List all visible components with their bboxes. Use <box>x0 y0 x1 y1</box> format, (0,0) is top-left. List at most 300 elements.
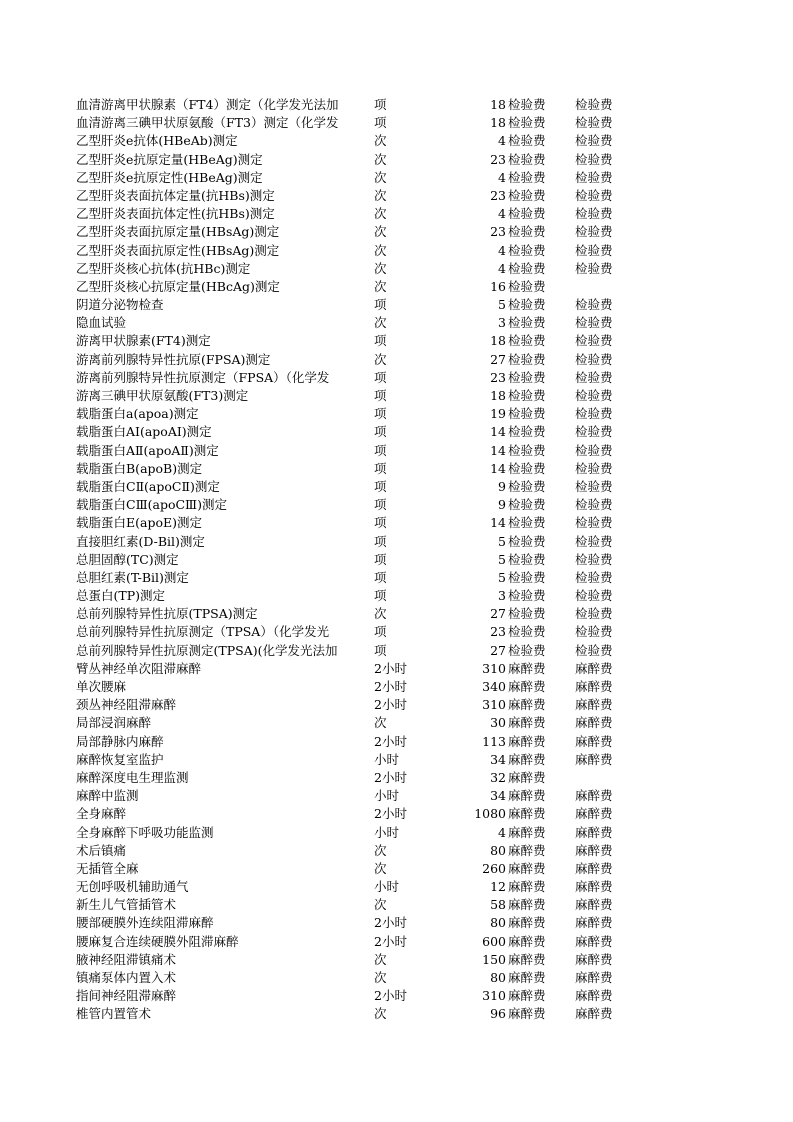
price-cell: 23 <box>490 624 506 640</box>
item-name-cell: 镇痛泵体内置入术 <box>76 970 177 985</box>
price-cell: 5 <box>498 297 506 313</box>
fee-subcategory-cell: 检验费 <box>575 369 613 385</box>
item-name-cell: 腋神经阻滞镇痛术 <box>76 951 177 967</box>
fee-category-cell: 检验费 <box>508 388 546 403</box>
price-cell: 3 <box>498 588 506 604</box>
unit-cell: 次 <box>374 970 387 985</box>
unit-cell: 2小时 <box>374 988 407 1004</box>
table-row <box>0 642 793 660</box>
unit-cell: 次 <box>374 351 387 367</box>
fee-category-cell: 麻醉费 <box>508 842 546 858</box>
fee-category-cell: 检验费 <box>508 351 546 367</box>
price-cell: 34 <box>490 788 506 804</box>
fee-category-cell: 检验费 <box>508 442 546 458</box>
fee-category-cell: 检验费 <box>508 97 546 112</box>
fee-category-cell: 麻醉费 <box>508 697 546 713</box>
fee-category-cell: 麻醉费 <box>508 824 546 840</box>
unit-cell: 项 <box>374 497 387 513</box>
table-row <box>0 314 793 332</box>
item-name-cell: 总前列腺特异性抗原(TPSA)测定 <box>76 606 258 622</box>
item-name-cell: 载脂蛋白E(apoE)测定 <box>76 515 202 531</box>
unit-cell: 项 <box>374 424 387 440</box>
fee-category-cell: 检验费 <box>508 569 546 585</box>
item-name-cell: 载脂蛋白AⅡ(apoAⅡ)测定 <box>76 442 219 458</box>
table-row <box>0 242 793 260</box>
fee-category-cell: 检验费 <box>508 333 546 349</box>
fee-category-cell: 麻醉费 <box>508 806 546 822</box>
table-row <box>0 933 793 951</box>
fee-subcategory-cell: 麻醉费 <box>575 842 613 858</box>
unit-cell: 次 <box>374 897 387 913</box>
price-cell: 18 <box>490 333 506 349</box>
item-name-cell: 乙型肝炎核心抗原定量(HBcAg)测定 <box>76 278 280 294</box>
price-cell: 80 <box>490 915 506 931</box>
price-cell: 18 <box>490 388 506 403</box>
table-row <box>0 460 793 478</box>
unit-cell: 次 <box>374 315 387 331</box>
fee-subcategory-cell: 麻醉费 <box>575 751 613 767</box>
price-cell: 14 <box>490 442 506 458</box>
price-cell: 19 <box>490 406 506 422</box>
fee-subcategory-cell: 检验费 <box>575 424 613 440</box>
fee-category-cell: 麻醉费 <box>508 1006 546 1022</box>
fee-subcategory-cell: 检验费 <box>575 297 613 313</box>
price-cell: 4 <box>498 824 506 840</box>
fee-category-cell: 检验费 <box>508 260 546 276</box>
fee-category-cell: 麻醉费 <box>508 660 546 676</box>
fee-category-cell: 麻醉费 <box>508 860 546 876</box>
price-cell: 113 <box>482 733 506 749</box>
item-name-cell: 血清游离甲状腺素（FT4）测定（化学发光法加 <box>76 97 339 112</box>
fee-subcategory-cell: 麻醉费 <box>575 660 613 676</box>
table-row <box>0 660 793 678</box>
item-name-cell: 乙型肝炎表面抗原定性(HBsAg)测定 <box>76 242 280 258</box>
fee-category-cell: 麻醉费 <box>508 951 546 967</box>
fee-subcategory-cell: 检验费 <box>575 406 613 422</box>
price-cell: 4 <box>498 169 506 185</box>
item-name-cell: 乙型肝炎表面抗体定性(抗HBs)测定 <box>76 206 275 222</box>
fee-category-cell: 检验费 <box>508 169 546 185</box>
fee-subcategory-cell: 麻醉费 <box>575 679 613 694</box>
table-row <box>0 514 793 532</box>
price-cell: 34 <box>490 751 506 767</box>
table-row <box>0 623 793 641</box>
price-cell: 27 <box>490 351 506 367</box>
item-name-cell: 总前列腺特异性抗原测定（TPSA）（化学发光 <box>76 624 330 640</box>
unit-cell: 次 <box>374 951 387 967</box>
item-name-cell: 总蛋白(TP)测定 <box>76 588 166 604</box>
table-row <box>0 769 793 787</box>
item-name-cell: 臂丛神经单次阻滞麻醉 <box>76 660 202 676</box>
price-cell: 23 <box>490 224 506 240</box>
unit-cell: 小时 <box>374 824 400 840</box>
item-name-cell: 麻醉中监测 <box>76 788 139 804</box>
item-name-cell: 局部静脉内麻醉 <box>76 733 164 749</box>
table-row <box>0 296 793 314</box>
table-row <box>0 132 793 150</box>
fee-subcategory-cell: 检验费 <box>575 151 613 167</box>
unit-cell: 次 <box>374 860 387 876</box>
fee-subcategory-cell: 检验费 <box>575 260 613 276</box>
unit-cell: 次 <box>374 206 387 222</box>
item-name-cell: 椎管内置管术 <box>76 1006 152 1022</box>
item-name-cell: 麻醉恢复室监护 <box>76 751 164 767</box>
unit-cell: 2小时 <box>374 806 407 822</box>
price-cell: 27 <box>490 606 506 622</box>
fee-category-cell: 麻醉费 <box>508 933 546 949</box>
fee-subcategory-cell: 检验费 <box>575 242 613 258</box>
fee-subcategory-cell <box>575 278 637 296</box>
table-row <box>0 278 793 296</box>
item-name-cell: 直接胆红素(D-Bil)测定 <box>76 533 205 549</box>
item-name-cell: 总胆红素(T-Bil)测定 <box>76 569 189 585</box>
table-row <box>0 151 793 169</box>
fee-subcategory-cell: 检验费 <box>575 388 613 403</box>
price-cell: 5 <box>498 551 506 567</box>
table-row <box>0 587 793 605</box>
fee-category-cell: 检验费 <box>508 497 546 513</box>
fee-subcategory-cell: 检验费 <box>575 315 613 331</box>
fee-subcategory-cell: 检验费 <box>575 551 613 567</box>
fee-category-cell: 检验费 <box>508 424 546 440</box>
table-row <box>0 896 793 914</box>
fee-subcategory-cell: 检验费 <box>575 606 613 622</box>
unit-cell: 项 <box>374 460 387 476</box>
table-row <box>0 824 793 842</box>
price-cell: 23 <box>490 151 506 167</box>
price-cell: 14 <box>490 515 506 531</box>
unit-cell: 项 <box>374 569 387 585</box>
fee-subcategory-cell <box>575 769 637 787</box>
table-row <box>0 605 793 623</box>
unit-cell: 2小时 <box>374 697 407 713</box>
table-row <box>0 260 793 278</box>
price-cell: 12 <box>490 879 506 895</box>
price-cell: 5 <box>498 533 506 549</box>
unit-cell: 项 <box>374 515 387 531</box>
fee-category-cell: 麻醉费 <box>508 915 546 931</box>
table-row <box>0 714 793 732</box>
fee-subcategory-cell: 麻醉费 <box>575 788 613 804</box>
price-cell: 310 <box>482 988 506 1004</box>
table-row <box>0 842 793 860</box>
unit-cell: 2小时 <box>374 733 407 749</box>
unit-cell: 项 <box>374 297 387 313</box>
unit-cell: 项 <box>374 333 387 349</box>
table-row <box>0 805 793 823</box>
table-row <box>0 860 793 878</box>
price-cell: 14 <box>490 424 506 440</box>
item-name-cell: 术后镇痛 <box>76 842 127 858</box>
item-name-cell: 总胆固醇(TC)测定 <box>76 551 179 567</box>
fee-category-cell: 麻醉费 <box>508 970 546 985</box>
price-cell: 1080 <box>474 806 506 822</box>
fee-category-cell: 检验费 <box>508 115 546 131</box>
fee-category-cell: 检验费 <box>508 515 546 531</box>
table-row <box>0 369 793 387</box>
unit-cell: 次 <box>374 715 387 731</box>
table-row <box>0 878 793 896</box>
table-row <box>0 496 793 514</box>
table-row <box>0 332 793 350</box>
table-row <box>0 205 793 223</box>
unit-cell: 项 <box>374 642 387 658</box>
fee-subcategory-cell: 检验费 <box>575 497 613 513</box>
price-cell: 32 <box>490 769 506 785</box>
unit-cell: 次 <box>374 151 387 167</box>
item-name-cell: 乙型肝炎表面抗原定量(HBsAg)测定 <box>76 224 280 240</box>
fee-category-cell: 检验费 <box>508 478 546 494</box>
item-name-cell: 载脂蛋白AⅠ(apoAⅠ)测定 <box>76 424 212 440</box>
fee-category-cell: 检验费 <box>508 297 546 313</box>
fee-subcategory-cell: 麻醉费 <box>575 879 613 895</box>
unit-cell: 项 <box>374 533 387 549</box>
fee-subcategory-cell: 检验费 <box>575 115 613 131</box>
fee-subcategory-cell: 麻醉费 <box>575 897 613 913</box>
fee-category-cell: 检验费 <box>508 588 546 604</box>
item-name-cell: 腰部硬膜外连续阻滞麻醉 <box>76 915 214 931</box>
unit-cell: 项 <box>374 442 387 458</box>
table-row <box>0 914 793 932</box>
price-cell: 5 <box>498 569 506 585</box>
fee-category-cell: 检验费 <box>508 133 546 149</box>
unit-cell: 次 <box>374 278 387 294</box>
table-row <box>0 987 793 1005</box>
price-cell: 150 <box>482 951 506 967</box>
price-cell: 80 <box>490 970 506 985</box>
unit-cell: 项 <box>374 551 387 567</box>
price-cell: 310 <box>482 660 506 676</box>
table-row <box>0 351 793 369</box>
unit-cell: 次 <box>374 260 387 276</box>
table-row <box>0 169 793 187</box>
table-row <box>0 405 793 423</box>
item-name-cell: 新生儿气管插管术 <box>76 897 177 913</box>
item-name-cell: 载脂蛋白CⅡ(apoCⅡ)测定 <box>76 478 220 494</box>
item-name-cell: 指间神经阻滞麻醉 <box>76 988 177 1004</box>
unit-cell: 项 <box>374 115 387 131</box>
fee-category-cell: 检验费 <box>508 224 546 240</box>
table-row <box>0 787 793 805</box>
fee-category-cell: 检验费 <box>508 460 546 476</box>
price-cell: 9 <box>498 478 506 494</box>
fee-subcategory-cell: 检验费 <box>575 642 613 658</box>
item-name-cell: 乙型肝炎e抗原定性(HBeAg)测定 <box>76 169 263 185</box>
fee-category-cell: 麻醉费 <box>508 733 546 749</box>
fee-subcategory-cell: 麻醉费 <box>575 988 613 1004</box>
unit-cell: 项 <box>374 406 387 422</box>
item-name-cell: 全身麻醉 <box>76 806 127 822</box>
price-cell: 30 <box>490 715 506 731</box>
unit-cell: 2小时 <box>374 915 407 931</box>
item-name-cell: 全身麻醉下呼吸功能监测 <box>76 824 214 840</box>
fee-subcategory-cell: 麻醉费 <box>575 970 613 985</box>
price-cell: 9 <box>498 497 506 513</box>
price-cell: 27 <box>490 642 506 658</box>
item-name-cell: 局部浸润麻醉 <box>76 715 152 731</box>
unit-cell: 项 <box>374 388 387 403</box>
fee-category-cell: 检验费 <box>508 406 546 422</box>
price-cell: 600 <box>482 933 506 949</box>
fee-subcategory-cell: 检验费 <box>575 533 613 549</box>
fee-category-cell: 麻醉费 <box>508 788 546 804</box>
price-cell: 18 <box>490 97 506 112</box>
price-cell: 16 <box>490 278 506 294</box>
price-cell: 340 <box>482 679 506 694</box>
item-name-cell: 血清游离三碘甲状原氨酸（FT3）测定（化学发 <box>76 115 339 131</box>
item-name-cell: 游离甲状腺素(FT4)测定 <box>76 333 211 349</box>
fee-category-cell: 麻醉费 <box>508 751 546 767</box>
fee-subcategory-cell: 检验费 <box>575 569 613 585</box>
unit-cell: 次 <box>374 224 387 240</box>
fee-subcategory-cell: 检验费 <box>575 478 613 494</box>
fee-category-cell: 检验费 <box>508 533 546 549</box>
fee-subcategory-cell: 麻醉费 <box>575 733 613 749</box>
fee-subcategory-cell: 麻醉费 <box>575 715 613 731</box>
unit-cell: 次 <box>374 133 387 149</box>
item-name-cell: 游离前列腺特异性抗原(FPSA)测定 <box>76 351 271 367</box>
unit-cell: 项 <box>374 478 387 494</box>
table-row <box>0 551 793 569</box>
price-cell: 58 <box>490 897 506 913</box>
fee-subcategory-cell: 检验费 <box>575 515 613 531</box>
fee-subcategory-cell: 检验费 <box>575 624 613 640</box>
fee-category-cell: 麻醉费 <box>508 897 546 913</box>
fee-category-cell: 检验费 <box>508 642 546 658</box>
table-row <box>0 1005 793 1023</box>
item-name-cell: 载脂蛋白a(apoa)测定 <box>76 406 199 422</box>
unit-cell: 项 <box>374 97 387 112</box>
item-name-cell: 乙型肝炎表面抗体定量(抗HBs)测定 <box>76 187 275 203</box>
item-name-cell: 乙型肝炎e抗原定量(HBeAg)测定 <box>76 151 263 167</box>
fee-subcategory-cell: 检验费 <box>575 133 613 149</box>
item-name-cell: 麻醉深度电生理监测 <box>76 769 189 785</box>
fee-subcategory-cell: 检验费 <box>575 169 613 185</box>
table-row <box>0 696 793 714</box>
price-cell: 4 <box>498 260 506 276</box>
fee-category-cell: 检验费 <box>508 187 546 203</box>
unit-cell: 次 <box>374 1006 387 1022</box>
unit-cell: 次 <box>374 242 387 258</box>
fee-subcategory-cell: 检验费 <box>575 187 613 203</box>
item-name-cell: 隐血试验 <box>76 315 127 331</box>
fee-subcategory-cell: 麻醉费 <box>575 1006 613 1022</box>
fee-category-cell: 麻醉费 <box>508 715 546 731</box>
table-row <box>0 733 793 751</box>
item-name-cell: 总前列腺特异性抗原测定(TPSA)(化学发光法加 <box>76 642 338 658</box>
item-name-cell: 单次腰麻 <box>76 679 127 694</box>
table-row <box>0 387 793 405</box>
unit-cell: 次 <box>374 606 387 622</box>
fee-subcategory-cell: 麻醉费 <box>575 697 613 713</box>
unit-cell: 小时 <box>374 788 400 804</box>
fee-subcategory-cell: 麻醉费 <box>575 915 613 931</box>
fee-category-cell: 检验费 <box>508 206 546 222</box>
item-name-cell: 载脂蛋白CⅢ(apoCⅢ)测定 <box>76 497 227 513</box>
fee-subcategory-cell: 检验费 <box>575 460 613 476</box>
unit-cell: 2小时 <box>374 679 407 694</box>
unit-cell: 次 <box>374 842 387 858</box>
item-name-cell: 游离三碘甲状原氨酸(FT3)测定 <box>76 388 249 403</box>
price-cell: 18 <box>490 115 506 131</box>
price-cell: 260 <box>482 860 506 876</box>
fee-category-cell: 检验费 <box>508 606 546 622</box>
unit-cell: 项 <box>374 588 387 604</box>
fee-subcategory-cell: 检验费 <box>575 333 613 349</box>
item-name-cell: 无创呼吸机辅助通气 <box>76 879 189 895</box>
item-name-cell: 游离前列腺特异性抗原测定（FPSA）（化学发 <box>76 369 330 385</box>
item-name-cell: 阴道分泌物检查 <box>76 297 164 313</box>
item-name-cell: 颈丛神经阻滞麻醉 <box>76 697 177 713</box>
unit-cell: 小时 <box>374 751 400 767</box>
fee-subcategory-cell: 麻醉费 <box>575 824 613 840</box>
unit-cell: 项 <box>374 624 387 640</box>
fee-subcategory-cell: 检验费 <box>575 442 613 458</box>
table-row <box>0 442 793 460</box>
item-name-cell: 腰麻复合连续硬膜外阻滞麻醉 <box>76 933 239 949</box>
price-cell: 3 <box>498 315 506 331</box>
table-row <box>0 751 793 769</box>
fee-category-cell: 麻醉费 <box>508 879 546 895</box>
table-row <box>0 951 793 969</box>
item-name-cell: 乙型肝炎核心抗体(抗HBc)测定 <box>76 260 251 276</box>
fee-subcategory-cell: 检验费 <box>575 588 613 604</box>
table-row <box>0 96 793 114</box>
fee-category-cell: 检验费 <box>508 242 546 258</box>
fee-subcategory-cell: 麻醉费 <box>575 806 613 822</box>
item-name-cell: 无插管全麻 <box>76 860 139 876</box>
fee-category-cell: 麻醉费 <box>508 679 546 694</box>
item-name-cell: 乙型肝炎e抗体(HBeAb)测定 <box>76 133 238 149</box>
table-row <box>0 478 793 496</box>
fee-subcategory-cell: 麻醉费 <box>575 860 613 876</box>
unit-cell: 2小时 <box>374 933 407 949</box>
item-name-cell: 载脂蛋白B(apoB)测定 <box>76 460 203 476</box>
price-cell: 4 <box>498 242 506 258</box>
fee-category-cell: 检验费 <box>508 369 546 385</box>
price-cell: 4 <box>498 133 506 149</box>
price-cell: 310 <box>482 697 506 713</box>
fee-subcategory-cell: 检验费 <box>575 224 613 240</box>
unit-cell: 次 <box>374 169 387 185</box>
table-row <box>0 969 793 987</box>
price-cell: 4 <box>498 206 506 222</box>
fee-subcategory-cell: 检验费 <box>575 97 613 112</box>
table-row <box>0 569 793 587</box>
price-cell: 96 <box>490 1006 506 1022</box>
unit-cell: 小时 <box>374 879 400 895</box>
table-row <box>0 114 793 132</box>
fee-category-cell: 检验费 <box>508 278 546 294</box>
price-cell: 23 <box>490 187 506 203</box>
unit-cell: 次 <box>374 187 387 203</box>
fee-category-cell: 检验费 <box>508 624 546 640</box>
unit-cell: 2小时 <box>374 660 407 676</box>
price-cell: 80 <box>490 842 506 858</box>
table-row <box>0 187 793 205</box>
fee-category-cell: 麻醉费 <box>508 769 546 785</box>
fee-subcategory-cell: 麻醉费 <box>575 933 613 949</box>
table-row <box>0 423 793 441</box>
fee-category-cell: 检验费 <box>508 151 546 167</box>
fee-category-cell: 检验费 <box>508 315 546 331</box>
fee-category-cell: 检验费 <box>508 551 546 567</box>
fee-table <box>0 96 793 1024</box>
unit-cell: 2小时 <box>374 769 407 785</box>
table-row <box>0 678 793 696</box>
table-row <box>0 223 793 241</box>
fee-subcategory-cell: 麻醉费 <box>575 951 613 967</box>
